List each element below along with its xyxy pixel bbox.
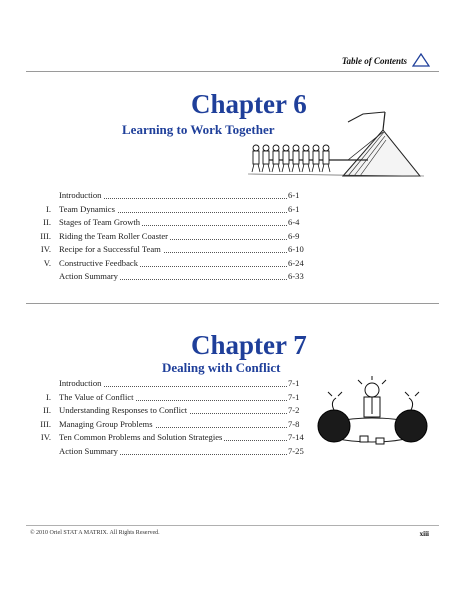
toc-entry-number: IV. (40, 244, 51, 254)
toc-entry-number: I. (45, 391, 51, 402)
toc-entry[interactable] (14, 419, 334, 431)
toc-entry-page: 7-8 (288, 418, 300, 429)
toc-entry-label[interactable]: Introduction (59, 190, 102, 200)
toc-entry[interactable] (14, 204, 334, 216)
toc-entry-page: 7-2 (288, 405, 300, 415)
toc-entry-number: V. (43, 257, 51, 268)
toc-entry-page: 6-10 (288, 244, 304, 254)
toc-entry-label[interactable]: Understanding Responses to Conflict (59, 405, 188, 415)
toc-entry-number: III. (40, 230, 51, 241)
toc-entry-page: 7-25 (288, 445, 304, 456)
toc-entry[interactable] (14, 190, 334, 202)
page-number: xiii (419, 530, 429, 538)
toc-entry-number: II. (43, 217, 51, 227)
toc-entry-label[interactable]: Managing Group Problems (59, 418, 153, 429)
toc-entry[interactable] (14, 271, 334, 283)
toc-entry-page: 6-1 (288, 203, 300, 214)
toc-entry-label[interactable]: Action Summary (59, 271, 118, 281)
toc-entry-label[interactable]: The Value of Conflict (59, 391, 134, 402)
toc-entry-label[interactable]: Riding the Team Roller Coaster (59, 230, 169, 241)
toc-entry-number: III. (40, 418, 51, 429)
header-label: Table of Contents (341, 56, 407, 66)
toc-entry-number: IV. (40, 432, 51, 442)
toc-entry-label[interactable]: Recipe for a Successful Team (59, 244, 161, 254)
toc-entry-page: 6-4 (288, 217, 300, 227)
toc-entry-label[interactable]: Ten Common Problems and Solution Strategies (59, 432, 223, 442)
toc-entry[interactable] (14, 258, 334, 270)
toc-entry-page: 6-33 (288, 271, 304, 281)
toc-entry-number: II. (43, 405, 51, 415)
toc-entry-label[interactable]: Constructive Feedback (59, 257, 138, 268)
toc-entry-page: 7-1 (288, 378, 300, 388)
copyright-text: © 2010 Oriel STAT A MATRIX. All Rights Reserved. (30, 530, 160, 536)
toc-entry-page: 6-9 (288, 230, 300, 241)
chapter-7-toc (14, 378, 334, 468)
toc-entry[interactable] (14, 432, 334, 444)
chapter-7-title: Chapter 7 (191, 330, 307, 360)
toc-entry-label[interactable]: Action Summary (59, 445, 118, 456)
toc-entry[interactable] (14, 244, 334, 256)
toc-entry-label[interactable]: Stages of Team Growth (59, 217, 141, 227)
chapter-6-title: Chapter 6 (191, 89, 307, 119)
toc-entry[interactable] (14, 217, 334, 229)
section-divider (26, 303, 439, 304)
header-rule (26, 71, 439, 72)
footer-rule (26, 525, 439, 526)
toc-entry-page: 7-1 (288, 391, 300, 402)
toc-entry-page: 6-24 (288, 257, 304, 268)
toc-entry[interactable] (14, 446, 334, 458)
toc-entry[interactable] (14, 405, 334, 417)
toc-entry[interactable] (14, 392, 334, 404)
toc-entry-label[interactable]: Team Dynamics (59, 203, 115, 214)
toc-entry-label[interactable]: Introduction (59, 378, 102, 388)
toc-entry-page: 7-14 (288, 432, 304, 442)
triangle-icon[interactable] (412, 53, 430, 67)
chapter-7-subtitle: Dealing with Conflict (162, 360, 281, 375)
conflict-meeting-illustration (310, 374, 435, 460)
tug-of-war-illustration (248, 108, 428, 188)
toc-entry[interactable] (14, 378, 334, 390)
toc-entry[interactable] (14, 231, 334, 243)
chapter-6-subtitle: Learning to Work Together (122, 122, 275, 137)
chapter-6-toc (14, 190, 334, 300)
toc-entry-page: 6-1 (288, 190, 300, 200)
toc-entry-number: I. (45, 203, 51, 214)
